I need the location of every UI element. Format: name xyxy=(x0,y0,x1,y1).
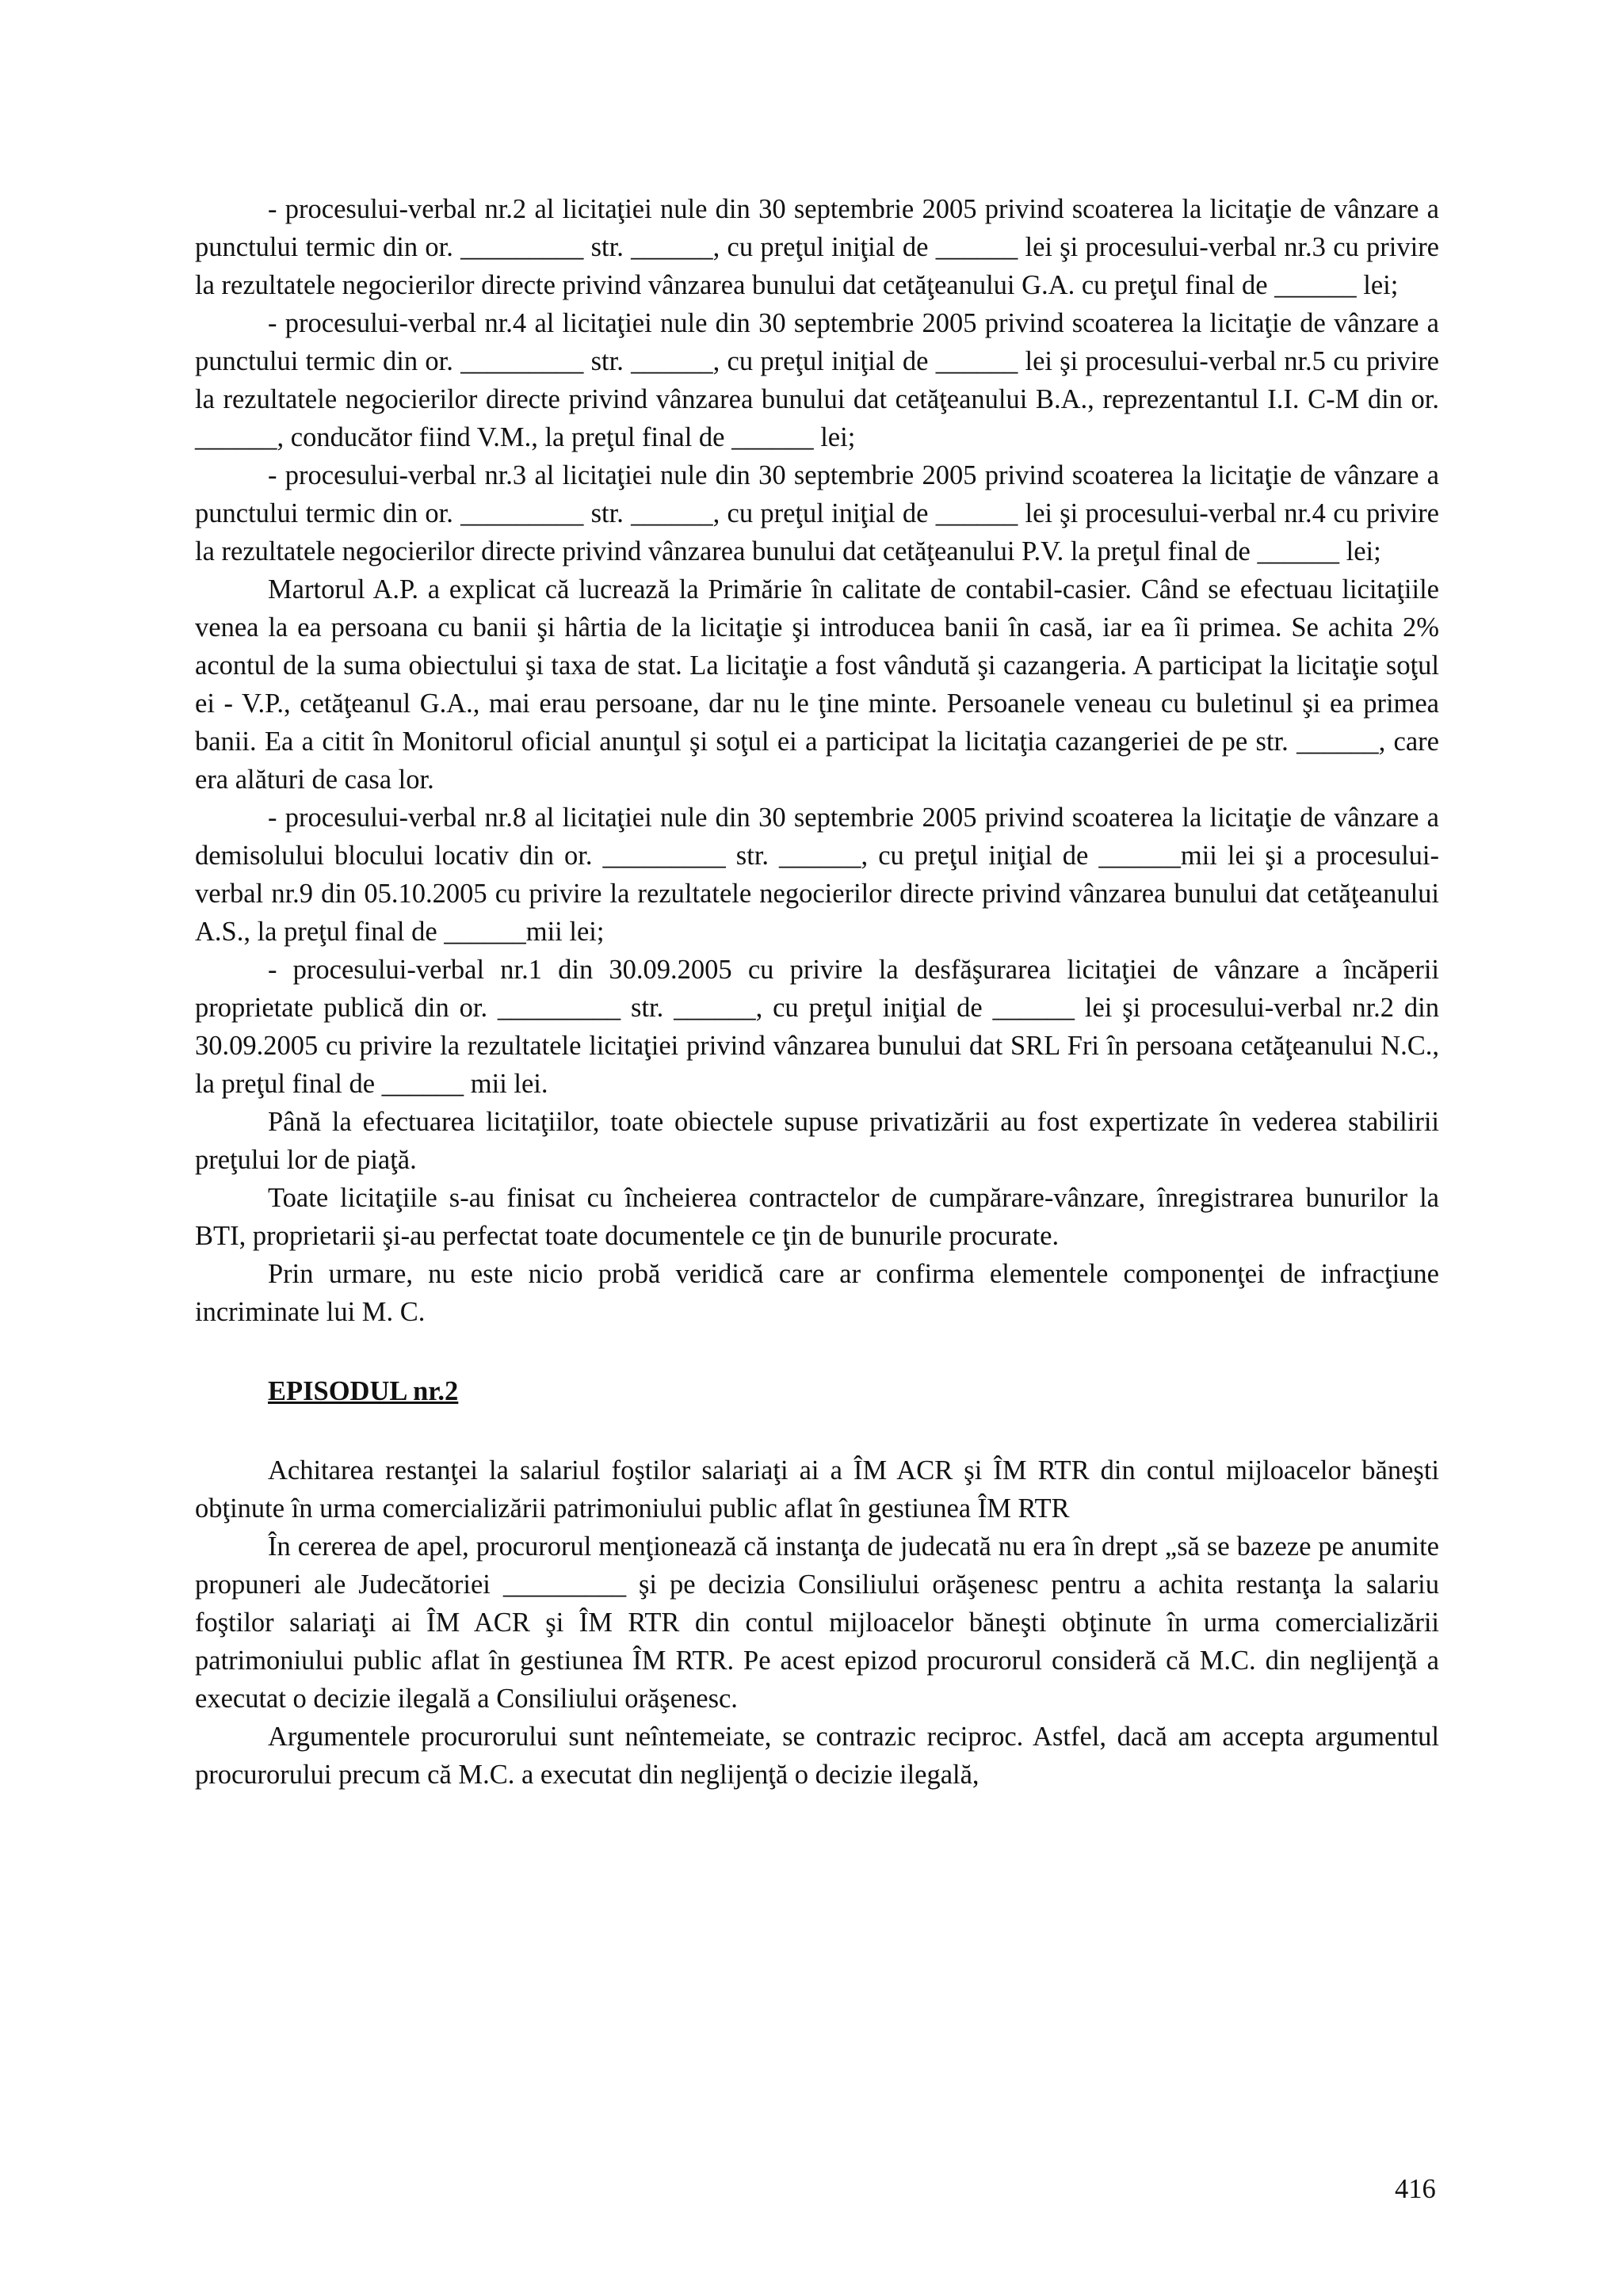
paragraph: - procesului-verbal nr.1 din 30.09.2005 cu privire la desfăşurarea licitaţiei de vânzare a încăperii proprietate publică din or. _________ str. ______, cu preţul iniţial de ______ lei şi procesului-verbal nr.2 din 30.09.2005 cu privire la rezultatele licitaţiei privind vânzarea bunului dat SRL Fri în persoana cetăţeanului N.C., la preţul final de ______ mii lei. xyxy=(195,955,1439,1099)
paragraph: - procesului-verbal nr.2 al licitaţiei nule din 30 septembrie 2005 privind scoaterea la licitaţie de vânzare a punctului termic din or. _________ str. ______, cu preţul iniţial de ______ lei şi procesului-verbal nr.3 cu privire la rezultatele negocierilor directe privind vânzarea bunului dat cetăţeanului G.A. cu preţul final de ______ lei; xyxy=(195,194,1439,300)
paragraph: Martorul A.P. a explicat că lucrează la Primărie în calitate de contabil-casier. Când se efectuau licitaţiile venea la ea persoana cu banii şi hârtia de la licitaţie şi introducea banii în casă, iar ea îi primea. Se achita 2% acontul de la suma obiectului şi taxa de stat. La licitaţie a fost vândută şi cazangeria. A participat la licitaţie soţul ei - V.P., cetăţeanul G.A., mai erau persoane, dar nu le ţine minte. Persoanele veneau cu buletinul şi ea primea banii. Ea a citit în Monitorul oficial anunţul şi soţul ei a participat la licitaţia cazangeriei de pe str. ______, care era alături de casa lor. xyxy=(195,574,1439,795)
paragraph: Prin urmare, nu este nicio probă veridică care ar confirma elementele componenţei de infracţiune incriminate lui M. C. xyxy=(195,1259,1439,1327)
page-number: 416 xyxy=(1395,2174,1436,2204)
paragraph: Achitarea restanţei la salariul foştilor salariaţi ai a ÎM ACR şi ÎM RTR din contul mijloacelor băneşti obţinute în urma comercializării patrimoniului public aflat în gestiunea ÎM RTR xyxy=(195,1455,1439,1524)
paragraph: - procesului-verbal nr.8 al licitaţiei nule din 30 septembrie 2005 privind scoaterea la licitaţie de vânzare a demisolului blocului locativ din or. _________ str. ______, cu preţul iniţial de ______mii lei şi a procesului-verbal nr.9 din 05.10.2005 cu privire la rezultatele negocierilor directe privind vânzarea bunului dat cetăţeanului A.S., la preţul final de ______mii lei; xyxy=(195,803,1439,947)
paragraph: Până la efectuarea licitaţiilor, toate obiectele supuse privatizării au fost expertizate în vederea stabilirii preţului lor de piaţă. xyxy=(195,1107,1439,1175)
paragraph: - procesului-verbal nr.4 al licitaţiei nule din 30 septembrie 2005 privind scoaterea la licitaţie de vânzare a punctului termic din or. _________ str. ______, cu preţul iniţial de ______ lei şi procesului-verbal nr.5 cu privire la rezultatele negocierilor directe privind vânzarea bunului dat cetăţeanului B.A., reprezentantul I.I. C-M din or. ______, conducător fiind V.M., la preţul final de ______ lei; xyxy=(195,308,1439,452)
section-heading: EPISODUL nr.2 xyxy=(268,1376,459,1406)
paragraph: Toate licitaţiile s-au finisat cu încheierea contractelor de cumpărare-vânzare, înregistrarea bunurilor la BTI, proprietarii şi-au perfectat toate documentele ce ţin de bunurile procurate. xyxy=(195,1183,1439,1251)
paragraph: În cererea de apel, procurorul menţionează că instanţa de judecată nu era în drept „să se bazeze pe anumite propuneri ale Judecătoriei _________ şi pe decizia Consiliului orăşenesc pentru a achita restanţa la salariu foştilor salariaţi ai ÎM ACR şi ÎM RTR din contul mijloacelor băneşti obţinute în urma comercializării patrimoniului public aflat în gestiunea ÎM RTR. Pe acest epizod procurorul consideră că M.C. din neglijenţă a executat o decizie ilegală a Consiliului orăşenesc. xyxy=(195,1531,1439,1714)
paragraph: Argumentele procurorului sunt neîntemeiate, se contrazic reciproc. Astfel, dacă am accepta argumentul procurorului precum că M.C. a executat din neglijenţă o decizie ilegală, xyxy=(195,1722,1439,1790)
document-page xyxy=(195,190,1439,1794)
paragraph: - procesului-verbal nr.3 al licitaţiei nule din 30 septembrie 2005 privind scoaterea la licitaţie de vânzare a punctului termic din or. _________ str. ______, cu preţul iniţial de ______ lei şi procesului-verbal nr.4 cu privire la rezultatele negocierilor directe privind vânzarea bunului dat cetăţeanului P.V. la preţul final de ______ lei; xyxy=(195,460,1439,566)
